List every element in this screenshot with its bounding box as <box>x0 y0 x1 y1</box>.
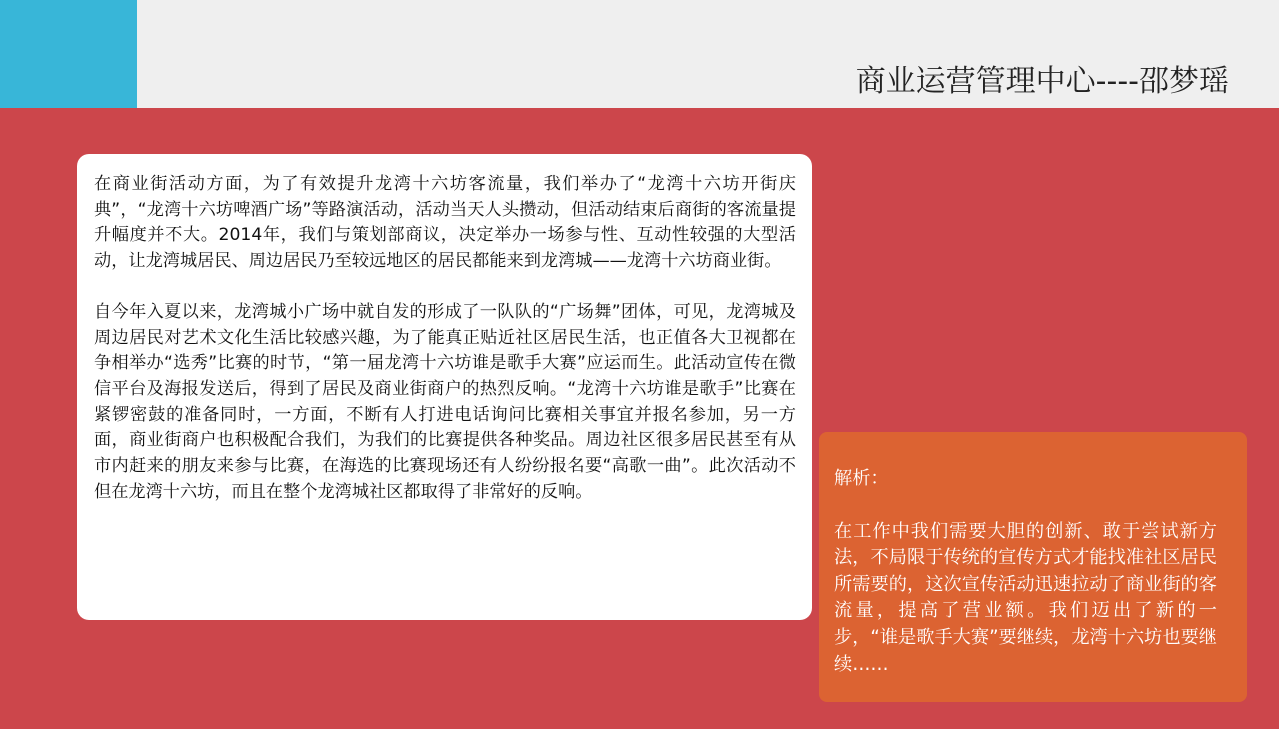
analysis-label: 解析： <box>834 468 889 489</box>
main-text-card <box>77 154 812 620</box>
paragraph-1: 在商业街活动方面，为了有效提升龙湾十六坊客流量，我们举办了“龙湾十六坊开街庆典”，“龙湾十六坊啤酒广场”等路演活动，活动当天人头攒动，但活动结束后商街的客流量提升幅度并不大。2014年，我们与策划部商议，决定举办一场参与性、互动性较强的大型活动，让龙湾城居民、周边居民乃至较远地区的居民都能来到龙湾城——龙湾十六坊商业街。 <box>94 174 796 272</box>
header-bar <box>0 0 1279 108</box>
accent-block <box>0 0 137 108</box>
analysis-card <box>819 432 1247 702</box>
analysis-text: 在工作中我们需要大胆的创新、敢于尝试新方法，不局限于传统的宣传方式才能找准社区居民所需要的，这次宣传活动迅速拉动了商业街的客流量，提高了营业额。我们迈出了新的一步，“谁是歌手大赛”要继续，龙湾十六坊也要继续…… <box>834 520 1217 675</box>
paragraph-2: 自今年入夏以来，龙湾城小广场中就自发的形成了一队队的“广场舞”团体，可见，龙湾城及周边居民对艺术文化生活比较感兴趣，为了能真正贴近社区居民生活，也正值各大卫视都在争相举办“选秀”比赛的时节，“第一届龙湾十六坊谁是歌手大赛”应运而生。此活动宣传在微信平台及海报发送后，得到了居民及商业街商户的热烈反响。“龙湾十六坊谁是歌手”比赛在紧锣密鼓的准备同时，一方面，不断有人打进电话询问比赛相关事宜并报名参加，另一方面，商业街商户也积极配合我们，为我们的比赛提供各种奖品。周边社区很多居民甚至有从市内赶来的朋友来参与比赛，在海选的比赛现场还有人纷纷报名要“高歌一曲”。此次活动不但在龙湾十六坊，而且在整个龙湾城社区都取得了非常好的反响。 <box>94 301 796 502</box>
page-title: 商业运营管理中心----邵梦瑶 <box>855 64 1229 99</box>
